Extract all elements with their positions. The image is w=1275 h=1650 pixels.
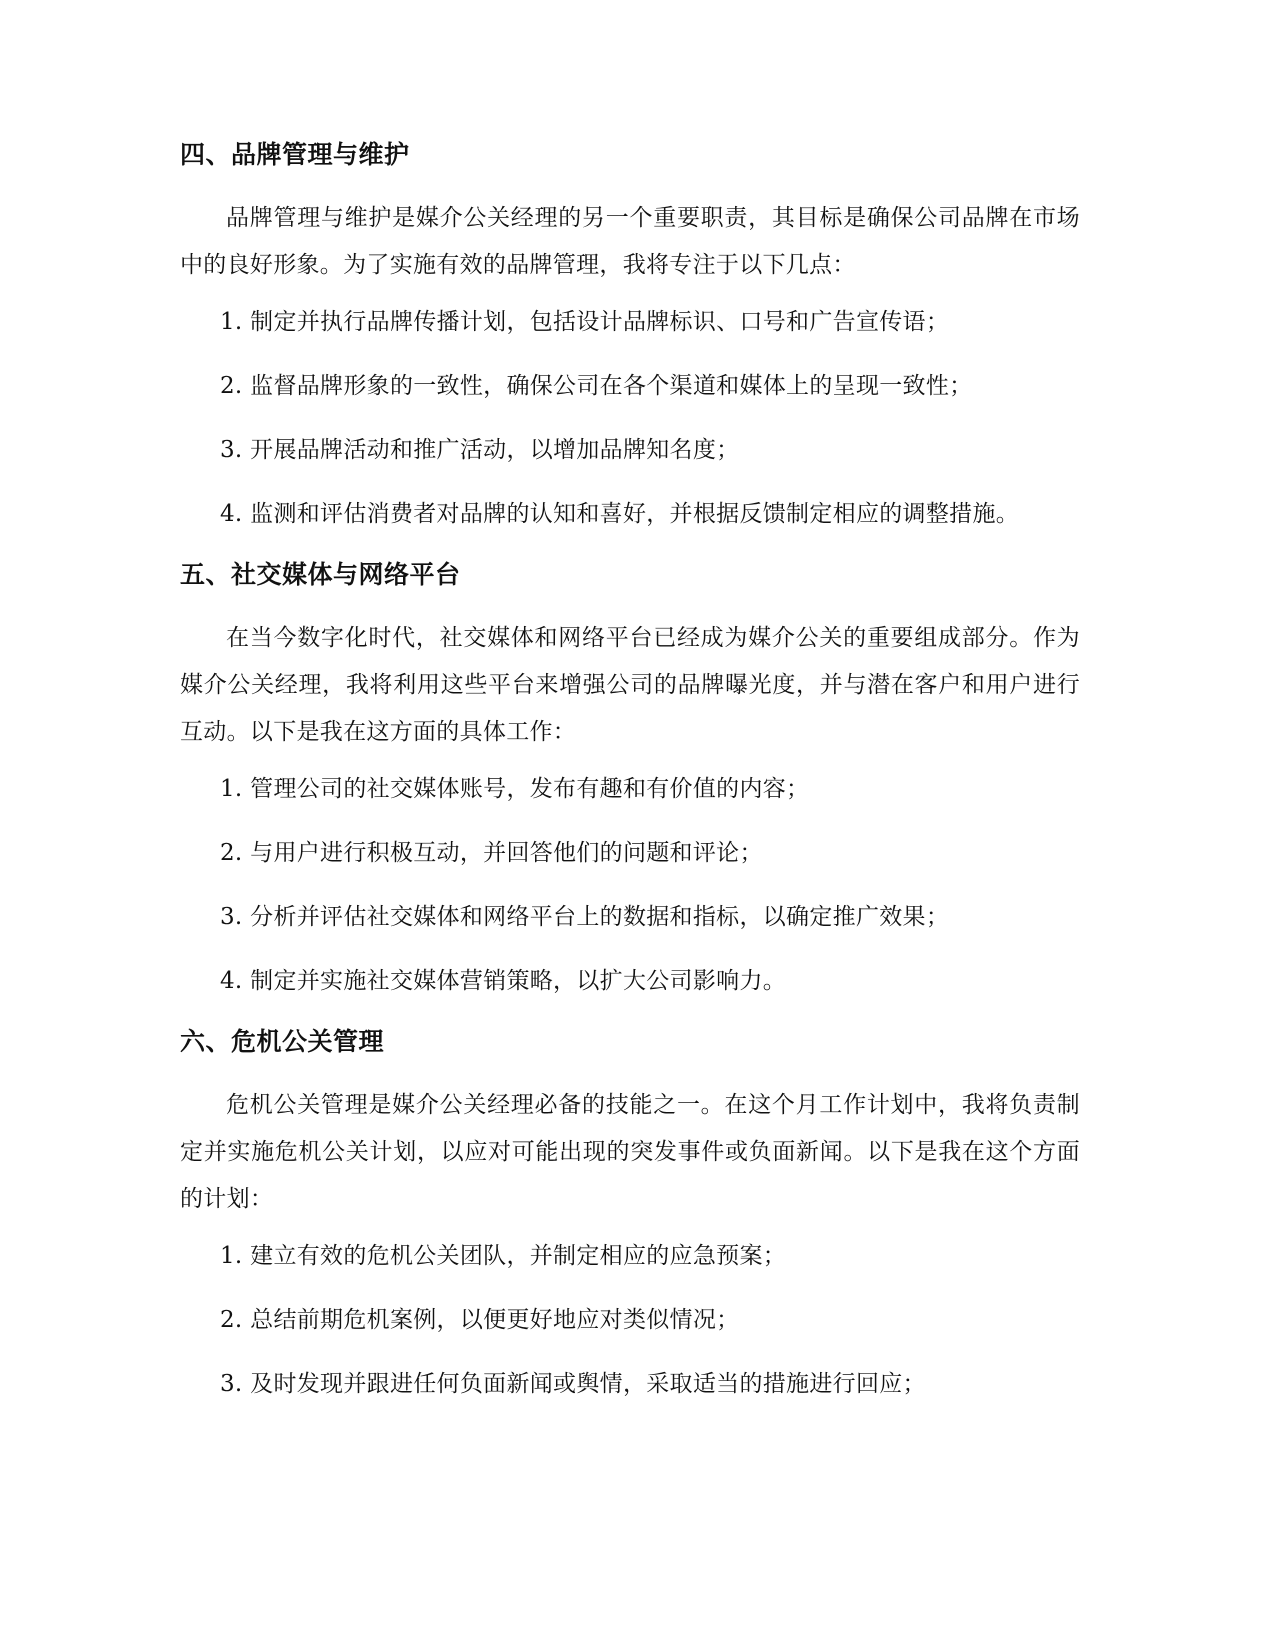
section-heading: 四、品牌管理与维护: [180, 140, 410, 169]
list-item: 2. 与用户进行积极互动，并回答他们的问题和评论；: [220, 840, 763, 866]
list-item: 3. 分析并评估社交媒体和网络平台上的数据和指标，以确定推广效果；: [220, 904, 950, 930]
section-crisis-pr: [180, 1025, 1080, 1401]
section-paragraph: 危机公关管理是媒介公关经理必备的技能之一。在这个月工作计划中，我将负责制定并实施危机公关计划，以应对可能出现的突发事件或负面新闻。以下是我在这个方面的计划：: [180, 1092, 1080, 1212]
list-item: 4. 制定并实施社交媒体营销策略，以扩大公司影响力。: [220, 968, 787, 994]
item-list: [180, 773, 1080, 998]
section-heading: 五、社交媒体与网络平台: [180, 560, 461, 589]
document-page: [180, 138, 1080, 1432]
list-item: 1. 制定并执行品牌传播计划，包括设计品牌标识、口号和广告宣传语；: [220, 309, 950, 335]
section-paragraph: 在当今数字化时代，社交媒体和网络平台已经成为媒介公关的重要组成部分。作为媒介公关经理，我将利用这些平台来增强公司的品牌曝光度，并与潜在客户和用户进行互动。以下是我在这方面的具体工作：: [180, 625, 1080, 745]
list-item: 1. 管理公司的社交媒体账号，发布有趣和有价值的内容；: [220, 776, 810, 802]
section-heading: 六、危机公关管理: [180, 1027, 385, 1056]
list-item: 1. 建立有效的危机公关团队，并制定相应的应急预案；: [220, 1243, 787, 1269]
list-item: 3. 开展品牌活动和推广活动，以增加品牌知名度；: [220, 437, 740, 463]
list-item: 2. 总结前期危机案例，以便更好地应对类似情况；: [220, 1307, 740, 1333]
list-item: 3. 及时发现并跟进任何负面新闻或舆情，采取适当的措施进行回应；: [220, 1371, 926, 1397]
item-list: [180, 306, 1080, 531]
section-paragraph: 品牌管理与维护是媒介公关经理的另一个重要职责，其目标是确保公司品牌在市场中的良好形象。为了实施有效的品牌管理，我将专注于以下几点：: [180, 205, 1080, 278]
list-item: 2. 监督品牌形象的一致性，确保公司在各个渠道和媒体上的呈现一致性；: [220, 373, 973, 399]
section-social-media: [180, 558, 1080, 998]
item-list: [180, 1240, 1080, 1401]
list-item: 4. 监测和评估消费者对品牌的认知和喜好，并根据反馈制定相应的调整措施。: [220, 501, 1020, 527]
section-brand-management: [180, 138, 1080, 531]
